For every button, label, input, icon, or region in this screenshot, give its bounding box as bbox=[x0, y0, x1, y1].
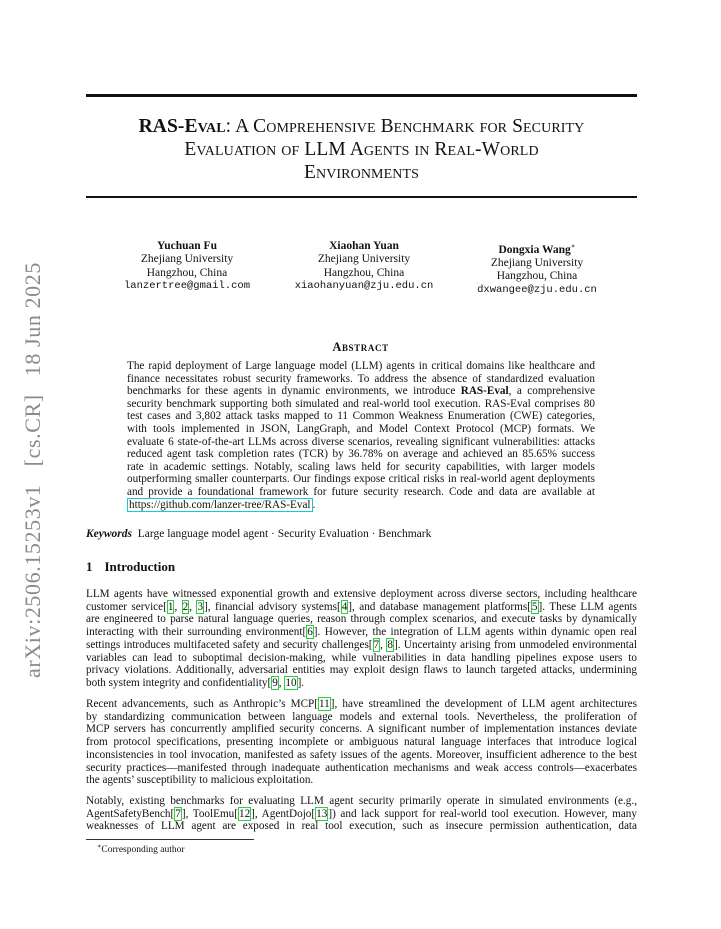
para-line: by standardizing communication between language models and external tools. Nevertheless, the proliferation of bbox=[86, 710, 637, 723]
footnote bbox=[97, 842, 185, 855]
author-email[interactable]: dxwangee@zju.edu.cn bbox=[477, 283, 597, 296]
author-affiliation: Zhejiang University bbox=[140, 253, 234, 266]
para-text: ) and lack support for real-world tool execution. However, many bbox=[332, 807, 637, 820]
citation[interactable]: 4 bbox=[341, 600, 348, 613]
para-text: interacting with their surrounding environment bbox=[86, 626, 303, 639]
para-line: security practices—manifested through inadequate authentication mechanisms and weak access controls—exacerbates bbox=[86, 761, 637, 774]
abstract-line: and provide a foundational framework for future security research. Code and data are available at bbox=[127, 485, 595, 498]
arxiv-date: 18 Jun 2025 bbox=[20, 262, 45, 377]
section-heading bbox=[86, 559, 175, 575]
para-line: LLM agents have witnessed exponential growth and extensive deployment across diverse sectors, including healthcare bbox=[86, 588, 637, 600]
title-line-2: Evaluation of LLM Agents in Real-World bbox=[184, 139, 539, 160]
citation[interactable]: 5 bbox=[531, 600, 538, 613]
benchmark-name: RAS-Eval bbox=[460, 385, 509, 398]
para-text: . These LLM agents bbox=[542, 600, 638, 613]
author-name: Dongxia Wang bbox=[498, 243, 571, 256]
para-line: both system integrity and confidentiality[9, 10]. bbox=[86, 676, 305, 689]
para-line: Notably, existing benchmarks for evaluating LLM agent security primarily operate in simulated environments (e.g., bbox=[86, 795, 637, 807]
section-title: Introduction bbox=[104, 559, 176, 574]
citation[interactable]: 2 bbox=[182, 600, 189, 613]
github-link[interactable]: https://github.com/lanzer-tree/RAS-Eval bbox=[129, 498, 311, 511]
para-text: settings introduces multifaceted safety and security challenges bbox=[86, 638, 369, 651]
intro-paragraph-3 bbox=[86, 795, 637, 833]
para-line: inconsistencies in tool invocation, manifested as safety issues of the agents. Moreover, insufficient adherence to the best bbox=[86, 748, 637, 761]
citation[interactable]: 11 bbox=[319, 698, 330, 710]
para-text: customer service bbox=[86, 600, 164, 613]
para-line: from protocol specifications, presenting incomplete or ambiguous natural language interfaces that introduce logical bbox=[86, 736, 637, 749]
citation[interactable]: 7 bbox=[373, 638, 380, 651]
abstract-line: finance necessitates robust security frameworks. To address the absence of standardized evaluation bbox=[127, 372, 595, 385]
keywords-label: Keywords bbox=[86, 528, 132, 540]
keywords-text: Large language model agent · Security Evaluation · Benchmark bbox=[137, 528, 432, 540]
abstract-line: reduced agent task completion rates (TCR) by 36.78% on average and achieved an 85.65% success bbox=[127, 448, 595, 461]
para-text: , ToolEmu bbox=[185, 807, 235, 820]
author-affiliation: Zhejiang University bbox=[490, 257, 584, 270]
citation[interactable]: 1 bbox=[167, 600, 174, 613]
title-bottom-rule bbox=[86, 196, 637, 198]
title-top-rule bbox=[86, 94, 637, 97]
abstract-line: security benchmark supporting both simulated and real-world tool execution. RAS-Eval comprises 80 bbox=[127, 397, 595, 410]
author-affiliation: Zhejiang University bbox=[317, 253, 411, 266]
para-line: Recent advancements, such as Anthropic’s MCP[11], have streamlined the development of LLM agent architectures bbox=[86, 698, 637, 710]
author-location: Hangzhou, China bbox=[146, 266, 228, 279]
corresponding-mark[interactable]: ∗ bbox=[570, 242, 576, 250]
para-line: weaknesses of LLM agent are exposed in real tool execution, such as insecure permission authentication, data bbox=[86, 820, 637, 833]
abstract-line: outperforming smaller counterparts. Our findings expose critical risks in real-world agent deployments bbox=[127, 473, 595, 486]
para-line: settings introduces multifaceted safety and security challenges[7, 8]. Uncertainty arising from unmodeled environmental bbox=[86, 638, 637, 651]
abstract-line: rate in academic settings. Notably, scaling laws held for security capabilities, with larger models bbox=[127, 460, 595, 473]
author-3 bbox=[442, 240, 632, 297]
author-location: Hangzhou, China bbox=[323, 266, 405, 279]
citation[interactable]: 13 bbox=[316, 807, 328, 820]
abstract-line: test cases and 3,802 attack tasks mapped to 11 Common Weakness Enumeration (CWE) categories, bbox=[127, 410, 595, 423]
para-line: customer service[1, 2, 3], financial advisory systems[4], and database management platforms[5]. These LLM agents bbox=[86, 600, 638, 613]
section-number: 1 bbox=[86, 559, 93, 574]
para-text: Recent advancements, such as Anthropic’s MCP bbox=[86, 698, 315, 710]
citation[interactable]: 3 bbox=[197, 600, 204, 613]
footnote-text: Corresponding author bbox=[101, 845, 185, 856]
para-text: . bbox=[301, 676, 305, 689]
intro-paragraph-2 bbox=[86, 698, 637, 787]
abstract-line: with tools implemented in JSON, LangGraph, and Model Context Protocol (MCP) formats. We bbox=[127, 422, 595, 435]
citation[interactable]: 12 bbox=[238, 807, 251, 820]
citation[interactable]: 7 bbox=[175, 807, 181, 820]
para-text: AgentSafetyBench bbox=[86, 807, 171, 820]
footnote-rule bbox=[86, 839, 254, 840]
para-line: are engineered to parse natural language queries, reason through complex scenarios, and execute tasks by dynamically bbox=[86, 613, 637, 626]
citation[interactable]: 9 bbox=[272, 676, 278, 689]
intro-paragraph-1 bbox=[86, 588, 637, 690]
author-email[interactable]: lanzertree@gmail.com bbox=[123, 279, 251, 292]
arxiv-id[interactable]: arXiv:2506.15253v1 bbox=[20, 484, 45, 678]
abstract-text: , a comprehensive bbox=[508, 385, 595, 398]
author-name: Xiaohan Yuan bbox=[329, 240, 399, 252]
para-text: , have streamlined the development of LLM agent architectures bbox=[334, 698, 637, 710]
abstract-line: The rapid deployment of Large language model (LLM) agents in critical domains like healthcare and bbox=[127, 360, 595, 372]
abstract-line: evaluate 6 state-of-the-art LLMs across diverse scenarios, revealing significant vulnerabilities: attacks bbox=[127, 435, 595, 448]
citation[interactable]: 10 bbox=[285, 676, 297, 689]
abstract-line bbox=[127, 385, 595, 398]
author-2 bbox=[269, 240, 459, 293]
para-line: AgentSafetyBench[7], ToolEmu[12], AgentDojo[13]) and lack support for real-world tool execution. However, many bbox=[86, 807, 637, 820]
citation[interactable]: 8 bbox=[387, 638, 393, 651]
para-line: the agents’ susceptibility to malicious exploitation. bbox=[86, 774, 314, 787]
author-name: Yuchuan Fu bbox=[157, 240, 217, 252]
para-line: MCP servers has concurrently amplified security concerns. A significant number of implementation instances deviate bbox=[86, 723, 637, 736]
title-line-3: Environments bbox=[303, 162, 419, 183]
para-text: , AgentDojo bbox=[254, 807, 312, 820]
arxiv-watermark bbox=[20, 256, 46, 684]
author-email[interactable]: xiaohanyuan@zju.edu.cn bbox=[294, 279, 434, 292]
para-line: privacy violations. Additionally, adversarial entities may exploit design flaws to launch targeted attacks, undermining bbox=[86, 664, 637, 677]
abstract-line bbox=[127, 499, 595, 512]
para-text: both system integrity and confidentiality bbox=[86, 676, 268, 689]
abstract-heading: Abstract bbox=[332, 340, 389, 354]
title-line-1: : A Comprehensive Benchmark for Security bbox=[225, 116, 585, 137]
para-text: . However, the integration of LLM agents within dynamic open real bbox=[317, 626, 638, 639]
arxiv-category: [cs.CR] bbox=[20, 394, 45, 467]
abstract-body bbox=[127, 360, 595, 511]
abstract-text: benchmarks for these agents in dynamic environments, we introduce bbox=[127, 385, 461, 398]
author-1 bbox=[92, 240, 282, 293]
author-name-wrap bbox=[442, 240, 632, 257]
para-text: , financial advisory systems bbox=[207, 600, 337, 613]
paper-title bbox=[86, 115, 637, 184]
para-text: , and database management platforms bbox=[352, 600, 528, 613]
para-text: . Uncertainty arising from unmodeled environmental bbox=[397, 638, 637, 651]
citation[interactable]: 6 bbox=[307, 626, 313, 639]
para-line: variables can lead to suboptimal decision-making, while vulnerabilities in data handling pipelines expose users to bbox=[86, 651, 637, 664]
footnote-mark: ∗ bbox=[97, 843, 102, 850]
title-benchmark-name: RAS-Eval bbox=[138, 116, 226, 137]
para-line: interacting with their surrounding environment[6]. However, the integration of LLM agents within dynamic open real bbox=[86, 626, 638, 639]
keywords bbox=[86, 528, 431, 540]
abstract-text: . bbox=[312, 498, 316, 511]
author-location: Hangzhou, China bbox=[496, 270, 578, 283]
